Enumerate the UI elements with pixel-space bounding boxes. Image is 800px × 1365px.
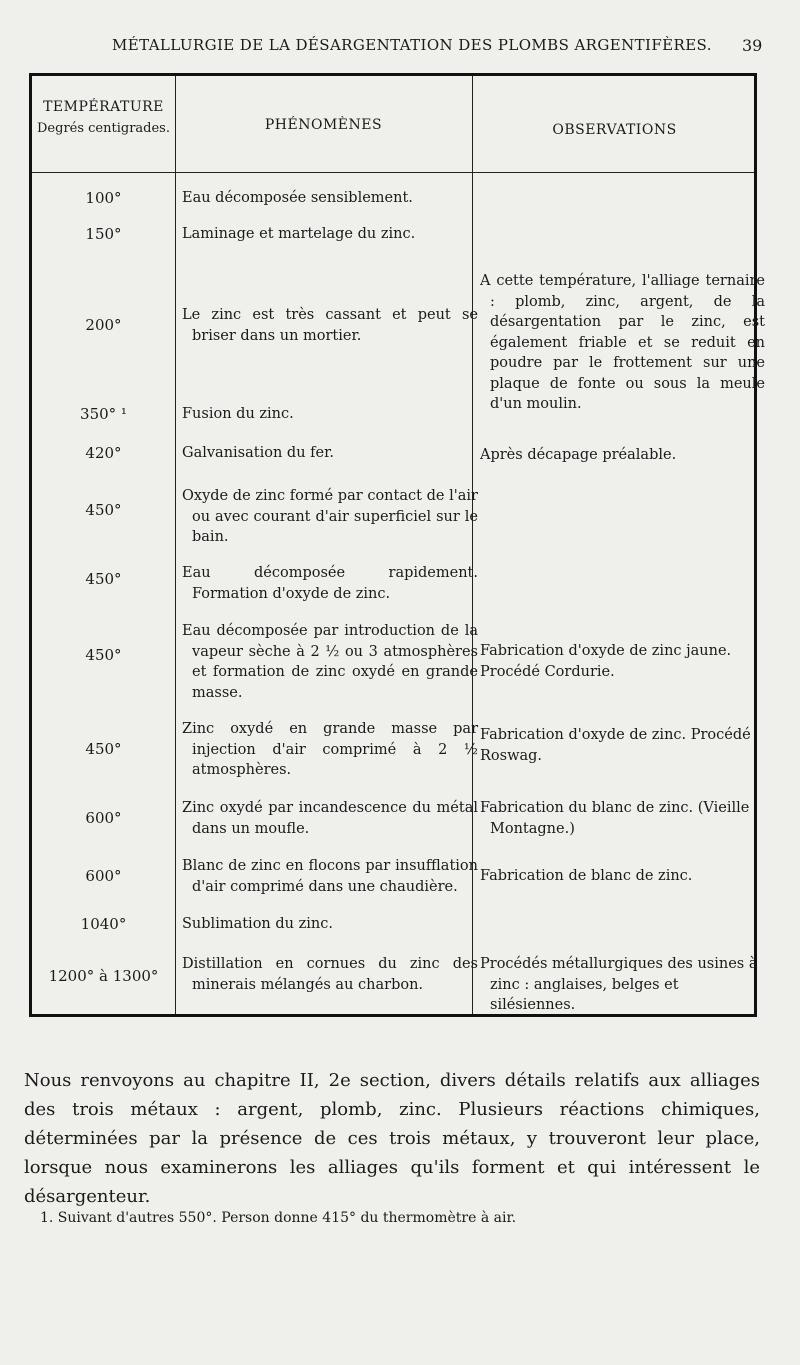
temperature-cell: 1200° à 1300° [48,967,159,985]
temperature-cell: 1040° [80,915,127,933]
temperature-cell: 150° [85,225,122,243]
temperature-cell: 600° [85,867,122,885]
temperature-cell: 600° [85,809,122,827]
observation-cell: Fabrication d'oxyde de zinc jaune. Procédé Cordurie. [480,643,732,680]
running-title: MÉTALLURGIE DE LA DÉSARGENTATION DES PLOMBS ARGENTIFÈRES. [112,36,712,54]
column-header-temperature [32,96,175,140]
observation-cell: Fabrication du blanc de zinc. (Vieille Montagne.) [480,800,750,837]
phenomenon-cell: Eau décomposée sensiblement. [182,190,413,206]
observation-cell: Fabrication de blanc de zinc. [480,868,693,884]
phenomenon-cell: Laminage et martelage du zinc. [182,226,416,242]
temperature-cell: 420° [85,444,122,462]
phenomenon-cell: Galvanisation du fer. [182,445,335,461]
temperature-cell: 350° ¹ [80,405,127,423]
temperature-cell: 450° [85,570,122,588]
phenomenon-cell: Eau décomposée rapidement. Formation d'oxyde de zinc. [182,565,478,602]
observation-cell: A cette température, l'alliage ternaire : plomb, zinc, argent, de la désargentation par le zinc, est également friable et se reduit en poudre par le frottement sur une plaque de fonte ou sous la meule d'un moulin. [480,273,765,412]
phenomenon-cell: Zinc oxydé en grande masse par injection d'air comprimé à 2 ½ atmosphères. [182,721,478,778]
column-divider [175,76,176,1014]
column-header-phenomenes: PHÉNOMÈNES [264,117,383,133]
column-header-temperature-title: TEMPÉRATURE [43,99,164,115]
phenomenon-cell: Le zinc est très cassant et peut se briser dans un mortier. [182,307,478,344]
column-header-observations: OBSERVATIONS [552,122,677,138]
phenomenon-cell: Distillation en cornues du zinc des minerais mélangés au charbon. [182,956,478,993]
column-header-temperature-unit: Degrés centigrades. [37,121,170,136]
temperature-cell: 100° [85,189,122,207]
phenomenon-cell: Eau décomposée par introduction de la vapeur sèche à 2 ½ ou 3 atmosphères et formation de zinc oxydé en grande masse. [182,623,478,701]
body-paragraph: Nous renvoyons au chapitre II, 2e section, divers détails relatifs aux alliages des trois métaux : argent, plomb, zinc. Plusieurs réactions chimiques, déterminées par la présence de ces trois métaux, y trouveront leur place, lorsque nous examinerons les alliages qu'ils forment et qui intéressent le désargenteur. [24,1070,760,1207]
header-divider [32,172,754,173]
data-table [29,73,765,1017]
phenomenon-cell: Sublimation du zinc. [182,916,333,932]
observation-cell: Fabrication d'oxyde de zinc. Procédé Roswag. [480,727,751,764]
running-header [0,36,800,60]
observation-cell: Procédés métallurgiques des usines à zinc : anglaises, belges et silésiennes. [480,956,758,1013]
phenomenon-cell: Zinc oxydé par incandescence du métal dans un moufle. [182,800,478,837]
observation-cell: Après décapage préalable. [480,447,677,463]
temperature-cell: 450° [85,646,122,664]
temperature-cell: 450° [85,501,122,519]
page-number: 39 [742,36,763,55]
phenomenon-cell: Fusion du zinc. [182,406,294,422]
footnote: 1. Suivant d'autres 550°. Person donne 415° du thermomètre à air. [40,1210,517,1226]
phenomenon-cell: Blanc de zinc en flocons par insufflation d'air comprimé dans une chaudière. [182,858,478,895]
temperature-cell: 200° [85,316,122,334]
phenomenon-cell: Oxyde de zinc formé par contact de l'air ou avec courant d'air superficiel sur le bain. [182,488,478,545]
temperature-cell: 450° [85,740,122,758]
